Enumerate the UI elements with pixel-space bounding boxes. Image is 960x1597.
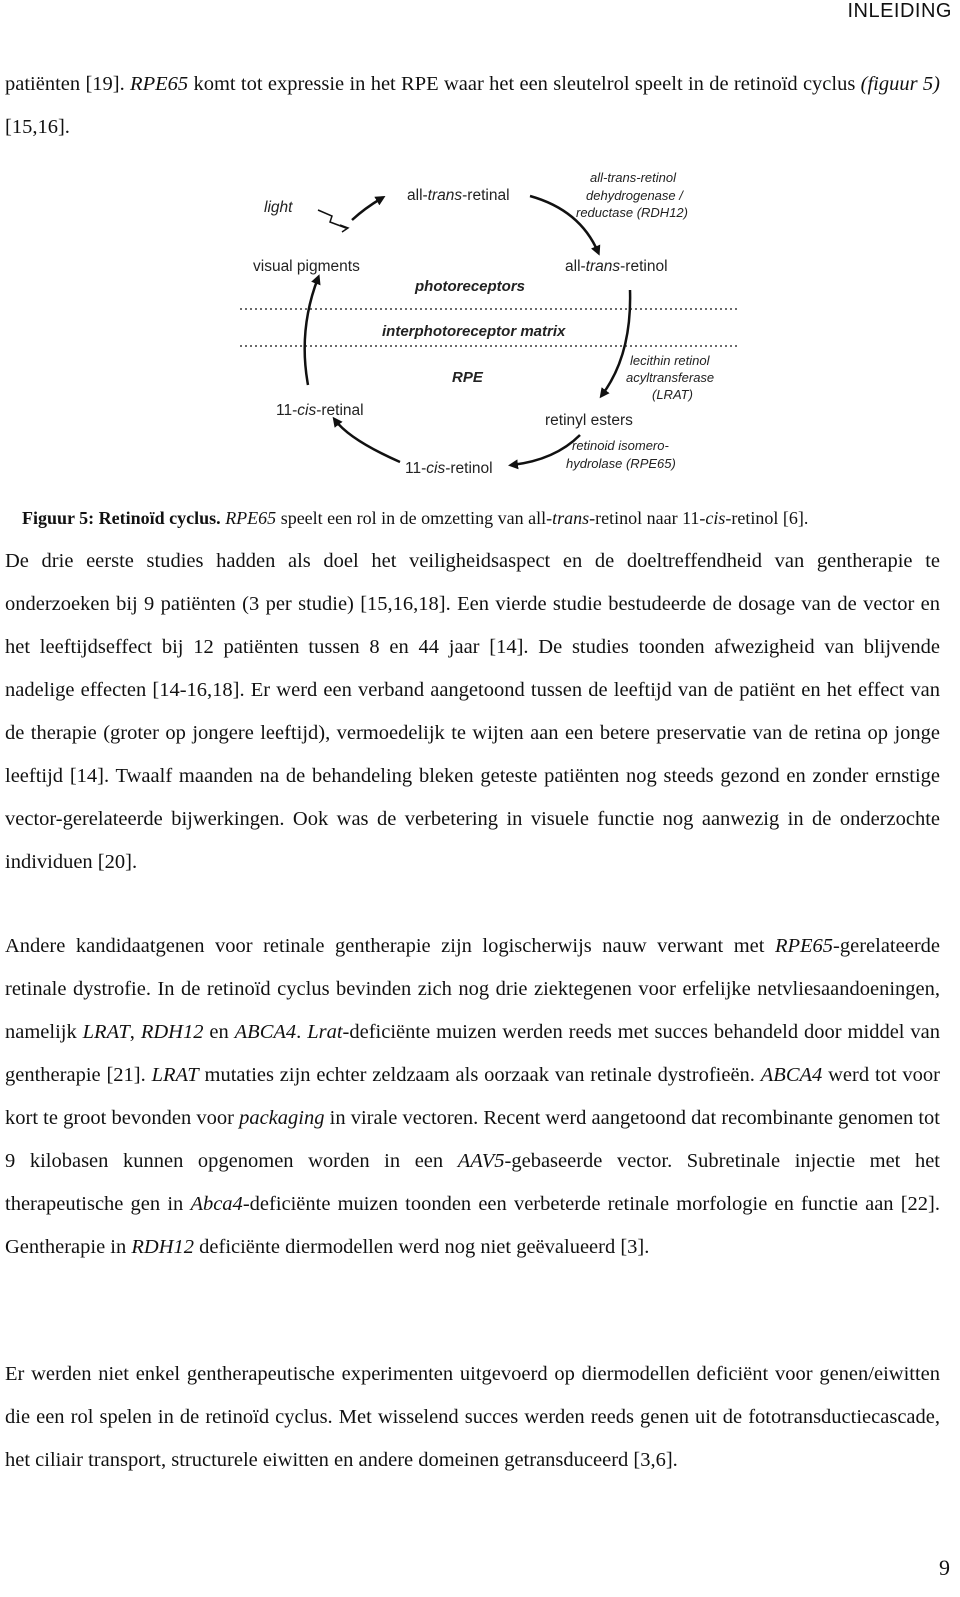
label-all-trans-retinol: all-trans-retinol (565, 258, 668, 275)
label-rpe65-line2: hydrolase (RPE65) (566, 456, 676, 471)
arc-visual-to-alltransretinal (352, 198, 382, 220)
label-11-cis-retinol: 11-cis-retinol (405, 460, 493, 477)
paragraph-4: Er werden niet enkel gentherapeutische experimenten uitgevoerd op diermodellen deficiënt voor genen/eiwitten die een rol spelen in de retinoïd cyclus. Met wisselend succes werden reeds genen uit de fototransductiecascade, het ciliair transport, structurele eiwitten en andere domeinen getransduceerd [3,6]. (5, 1363, 940, 1471)
label-lrat-line1: lecithin retinol (630, 353, 710, 368)
label-interphotoreceptor-matrix: interphotoreceptor matrix (382, 323, 566, 340)
italic-run: RDH12 (140, 1021, 204, 1043)
arc-cisretinol-to-cisretinal (335, 420, 400, 462)
italic-run: LRAT (82, 1021, 130, 1043)
label-lrat-line2: acyltransferase (626, 370, 715, 385)
page-number: 9 (939, 1555, 950, 1580)
italic-run: RPE65 (774, 935, 834, 957)
label-rdh12-line3: reductase (RDH12) (576, 205, 688, 220)
paragraph-1: patiënten [19]. RPE65 komt tot expressie in het RPE waar het een sleutelrol speelt in de retinoïd cyclus (figuur 5) [15,16]. (5, 73, 940, 138)
arc-cisretinal-to-visual (305, 278, 318, 385)
italic-run: Lrat (307, 1021, 343, 1043)
italic-run: Abca4 (190, 1193, 243, 1215)
running-header: INLEIDING (847, 0, 952, 22)
label-all-trans-retinal: all-trans-retinal (407, 187, 510, 204)
caption-text: RPE65 speelt een rol in de omzetting van all-trans-retinol naar 11-cis-retinol [6]. (225, 508, 809, 528)
paragraph-2: De drie eerste studies hadden als doel het veiligheidsaspect en de doeltreffendheid van gentherapie te onderzoeken bij 9 patiënten (3 per studie) [15,16,18]. Een vierde studie bestudeerde de dosage van de vector en het leeftijdseffect bij 12 patiënten tussen 8 en 44 jaar [14]. De studies toonden afwezigheid van blijvende nadelige effecten [14-16,18]. Er werd een verband aangetoond tussen de leeftijd van de patiënt en het effect van de therapie (groter op jongere leeftijd), vermoedelijk te wijten aan een betere preservatie van de retina op jonge leeftijd [14]. Twaalf maanden na de behandeling bleken geteste patiënten nog steeds gezond en zonder ernstige vector-gerelateerde bijwerkingen. Ook was de verbetering in visuele functie nog aanwezig in de onderzochte individuen [20]. (5, 550, 940, 873)
italic-run: cis (705, 508, 726, 528)
label-lrat-line3: (LRAT) (652, 387, 693, 402)
retinoid-cycle-diagram (240, 170, 740, 490)
label-rdh12-line2: dehydrogenase / (586, 188, 683, 203)
italic-run: RDH12 (131, 1236, 195, 1258)
figure-caption (22, 505, 952, 531)
label-photoreceptors: photoreceptors (415, 278, 526, 295)
italic-run: packaging (239, 1107, 325, 1129)
caption-title: Figuur 5: Retinoïd cyclus. (22, 508, 221, 528)
italic-run: RPE65 (130, 73, 189, 95)
italic-run: AAV5 (457, 1150, 505, 1172)
italic-run: trans (552, 508, 590, 528)
italic-run: LRAT (151, 1064, 199, 1086)
label-11-cis-retinal: 11-cis-retinal (276, 402, 364, 419)
label-rpe: RPE (452, 369, 483, 386)
label-visual-pigments: visual pigments (253, 258, 360, 275)
label-light: light (264, 199, 293, 216)
italic-run: ABCA4 (760, 1064, 823, 1086)
label-rdh12-line1: all-trans-retinol (590, 170, 676, 185)
italic-run: (figuur 5) (860, 73, 940, 95)
label-retinyl-esters: retinyl esters (545, 412, 633, 429)
italic-run: ABCA4 (234, 1021, 297, 1043)
italic-run: RPE65 (225, 508, 277, 528)
label-rpe65-line1: retinoid isomero- (572, 438, 669, 453)
paragraph-3: Andere kandidaatgenen voor retinale gentherapie zijn logischerwijs nauw verwant met RPE65-gerelateerde retinale dystrofie. In de retinoïd cyclus bevinden zich nog drie ziektegenen voor erfelijke netvliesaandoeningen, namelijk LRAT, RDH12 en ABCA4. Lrat-deficiënte muizen werden reeds met succes behandeld door middel van gentherapie [21]. LRAT mutaties zijn echter zeldzaam als oorzaak van retinale dystrofieën. ABCA4 werd tot voor kort te groot bevonden voor packaging in virale vectoren. Recent werd aangetoond dat recombinante genomen tot 9 kilobasen kunnen opgenomen worden in een AAV5-gebaseerde vector. Subretinale injectie met het therapeutische gen in Abca4-deficiënte muizen toonden een verbeterde retinale morfologie en functie aan [22]. Gentherapie in RDH12 deficiënte diermodellen werd nog niet geëvalueerd [3]. (5, 935, 941, 1258)
